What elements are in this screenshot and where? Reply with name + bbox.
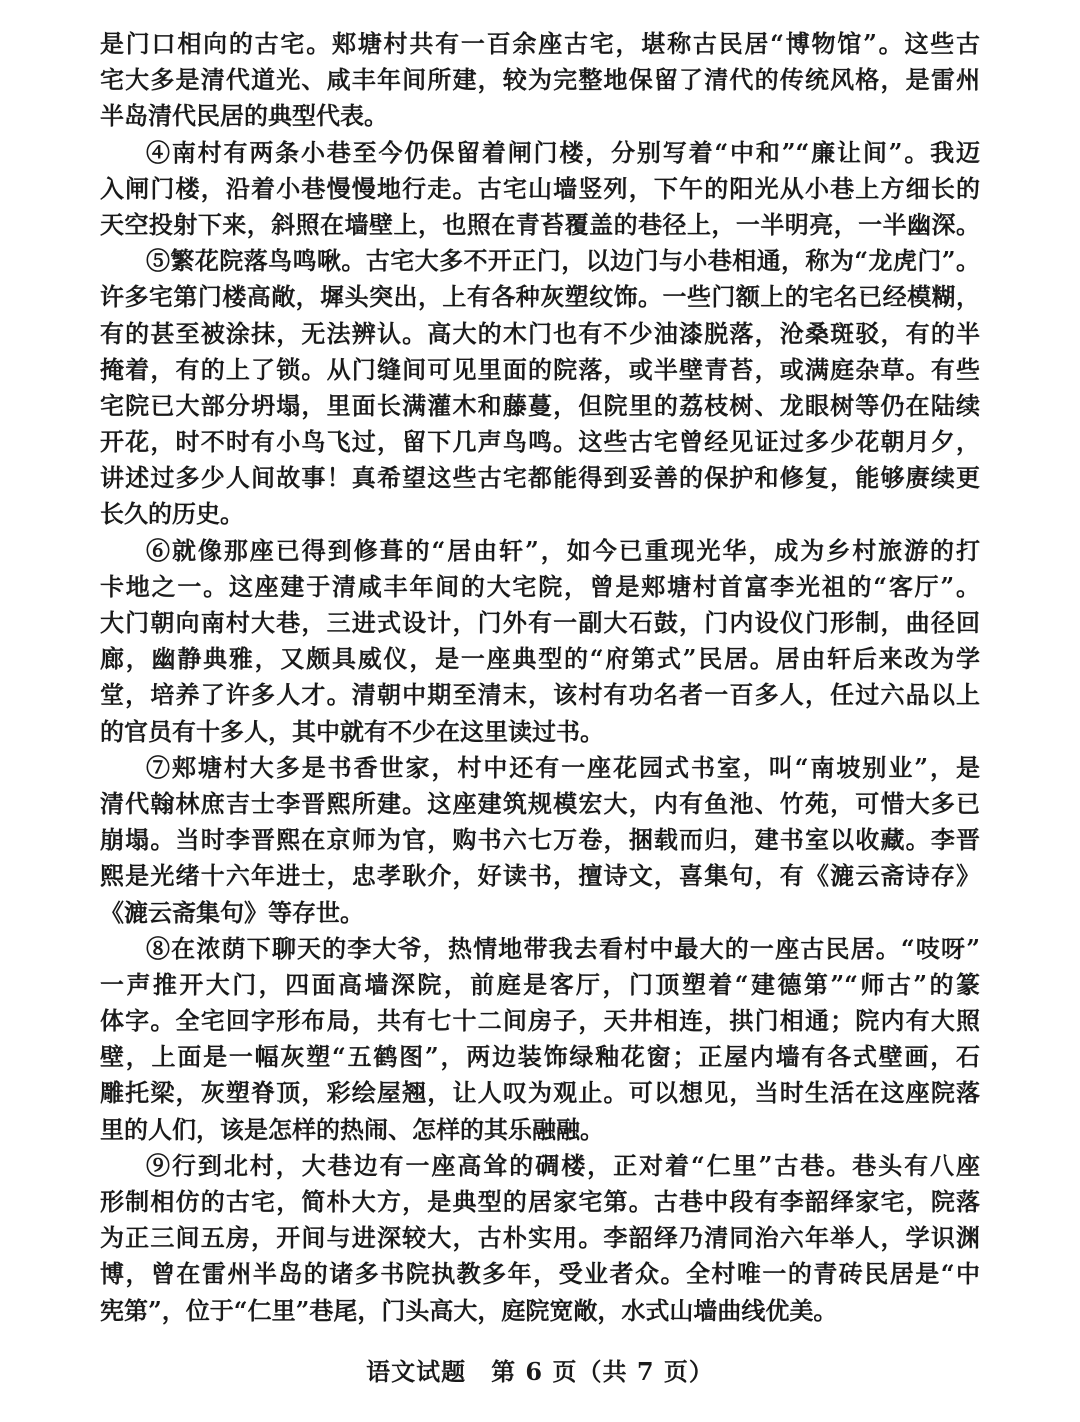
text-line: 许多宅第门楼高敞，墀头突出，上有各种灰塑纹饰。一些门额上的宅名已经模糊，: [100, 282, 980, 312]
text-line: 天空投射下来，斜照在墙壁上，也照在青苔覆盖的巷径上，一半明亮，一半幽深。: [100, 209, 980, 239]
text-line: 一声推开大门，四面高墙深院，前庭是客厅，门顶塑着“建德第”“师古”的篆: [100, 969, 980, 999]
text-line: ⑤繁花院落鸟鸣啾。古宅大多不开正门，以边门与小巷相通，称为“龙虎门”。: [146, 246, 980, 276]
text-line: 卡地之一。这座建于清咸丰年间的大宅院，曾是郏塘村首富李光祖的“客厅”。: [100, 571, 980, 601]
text-line: 《漉云斋集句》等存世。: [100, 897, 364, 927]
text-line: ⑧在浓荫下聊天的李大爷，热情地带我去看村中最大的一座古民居。“吱呀”: [146, 933, 980, 963]
text-line: 入闸门楼，沿着小巷慢慢地行走。古宅山墙竖列，下午的阳光从小巷上方细长的: [100, 173, 980, 203]
text-line: 堂，培养了许多人才。清朝中期至清末，该村有功名者一百多人，任过六品以上: [100, 680, 980, 710]
text-line: 壁，上面是一幅灰塑“五鹤图”，两边装饰绿釉花窗；正屋内墙有各式壁画，石: [100, 1042, 980, 1072]
paragraph-7: [100, 750, 980, 931]
text-line: ⑦郏塘村大多是书香世家，村中还有一座花园式书室，叫“南坡别业”，是: [146, 752, 980, 782]
text-line: 宅院已大部分坍塌，里面长满灌木和藤蔓，但院里的荔枝树、龙眼树等仍在陆续: [100, 390, 980, 420]
text-line: ⑥就像那座已得到修葺的“居由轩”，如今已重现光华，成为乡村旅游的打: [146, 535, 980, 565]
paragraph-continued: [100, 26, 980, 135]
text-line: ④南村有两条小巷至今仍保留着闸门楼，分别写着“中和”“廉让间”。我迈: [146, 137, 980, 167]
text-line: 熙是光绪十六年进士，忠孝耿介，好读书，擅诗文，喜集句，有《漉云斋诗存》: [100, 861, 980, 891]
text-line: 半岛清代民居的典型代表。: [100, 101, 388, 131]
text-line: 为正三间五房，开间与进深较大，古朴实用。李韶绎乃清同治六年举人，学识渊: [100, 1223, 980, 1253]
text-line: 雕托梁，灰塑脊顶，彩绘屋翘，让人叹为观止。可以想见，当时生活在这座院落: [100, 1078, 980, 1108]
paragraph-9: [100, 1148, 980, 1329]
article-body: [100, 26, 980, 1329]
text-line: 体字。全宅回字形布局，共有七十二间房子，天井相连，拱门相通；院内有大照: [100, 1006, 980, 1036]
text-line: 博，曾在雷州半岛的诸多书院执教多年，受业者众。全村唯一的青砖民居是“中: [100, 1259, 980, 1289]
text-line: 宅大多是清代道光、咸丰年间所建，较为完整地保留了清代的传统风格，是雷州: [100, 65, 980, 95]
text-line: 长久的历史。: [100, 499, 244, 529]
paragraph-6: [100, 533, 980, 750]
text-line: 是门口相向的古宅。郏塘村共有一百余座古宅，堪称古民居“博物馆”。这些古: [100, 29, 980, 58]
text-line: 崩塌。当时李晋熙在京师为官，购书六七万卷，捆载而归，建书室以收藏。李晋: [100, 825, 980, 855]
text-line: 形制相仿的古宅，简朴大方，是典型的居家宅第。古巷中段有李韶绎家宅，院落: [100, 1187, 980, 1216]
text-line: 里的人们，该是怎样的热闹、怎样的其乐融融。: [100, 1114, 604, 1144]
page-footer: 语文试题 第 6 页（共 7 页）: [366, 1357, 714, 1386]
text-line: 开花，时不时有小鸟飞过，留下几声鸟鸣。这些古宅曾经见证过多少花朝月夕，: [100, 427, 980, 457]
text-line: 有的甚至被涂抹，无法辨认。高大的木门也有不少油漆脱落，沧桑斑驳，有的半: [100, 318, 980, 348]
text-line: 讲述过多少人间故事！真希望这些古宅都能得到妥善的保护和修复，能够赓续更: [100, 463, 980, 493]
text-line: 廊，幽静典雅，又颇具威仪，是一座典型的“府第式”民居。居由轩后来改为学: [100, 644, 980, 674]
paragraph-4: [100, 135, 980, 244]
text-line: 掩着，有的上了锁。从门缝间可见里面的院落，或半壁青苔，或满庭杂草。有些: [100, 354, 980, 384]
text-line: 宪第”，位于“仁里”巷尾，门头高大，庭院宽敞，水式山墙曲线优美。: [100, 1295, 838, 1325]
text-line: ⑨行到北村，大巷边有一座高耸的碉楼，正对着“仁里”古巷。巷头有八座: [146, 1150, 980, 1180]
paragraph-5: [100, 243, 980, 533]
paragraph-8: [100, 931, 980, 1148]
text-line: 的官员有十多人，其中就有不少在这里读过书。: [100, 716, 604, 746]
text-line: 大门朝向南村大巷，三进式设计，门外有一副大石鼓，门内设仪门形制，曲径回: [100, 608, 980, 637]
text-line: 清代翰林庶吉士李晋熙所建。这座建筑规模宏大，内有鱼池、竹苑，可惜大多已: [100, 788, 980, 818]
